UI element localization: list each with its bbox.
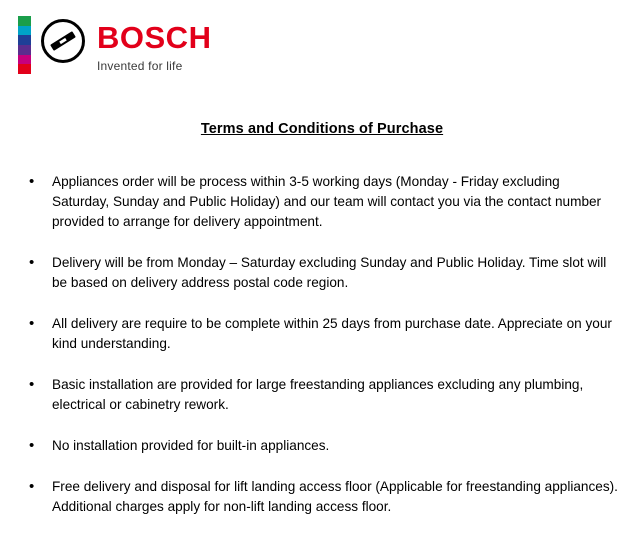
page-title: Terms and Conditions of Purchase: [200, 121, 444, 137]
brand-wordmark: [97, 16, 211, 73]
color-bar-green: [18, 16, 31, 26]
bullet-icon: •: [29, 376, 35, 393]
list-item: [24, 477, 620, 517]
list-item-text: Basic installation are provided for large freestanding appliances excluding any plumbing, electrical or cabinetry rework.: [52, 377, 584, 412]
bullet-icon: •: [29, 437, 35, 454]
list-item-text: Free delivery and disposal for lift landing access floor (Applicable for freestanding appliances). Additional charges apply for non-lift landing access floor.: [52, 479, 618, 514]
brand-header: [18, 16, 211, 74]
bullet-icon: •: [29, 315, 35, 332]
color-bar-teal: [18, 26, 31, 36]
list-item: [24, 314, 620, 354]
list-item: [24, 436, 620, 456]
list-item-text: All delivery are require to be complete within 25 days from purchase date. Appreciate on your kind understanding.: [52, 316, 612, 351]
bullet-icon: •: [29, 173, 35, 190]
list-item: [24, 375, 620, 415]
list-item-text: Appliances order will be process within 3-5 working days (Monday - Friday excluding Saturday, Sunday and Public Holiday) and our team will contact you via the contact number provided to arrange for delivery appointment.: [52, 174, 602, 229]
bullet-icon: •: [29, 478, 35, 495]
color-bar-red: [18, 64, 31, 74]
color-bar-blue: [18, 35, 31, 45]
brand-name: BOSCH: [97, 20, 212, 55]
list-item-text: No installation provided for built-in appliances.: [52, 438, 330, 453]
color-bar-purple: [18, 45, 31, 55]
terms-list: [24, 172, 620, 538]
bosch-anchor-icon: [41, 19, 85, 63]
list-item: [24, 253, 620, 293]
bosch-color-bars-icon: [18, 16, 31, 74]
list-item-text: Delivery will be from Monday – Saturday excluding Sunday and Public Holiday. Time slot will be based on delivery address postal code region.: [52, 255, 607, 290]
brand-tagline: Invented for life: [97, 59, 183, 73]
bullet-icon: •: [29, 254, 35, 271]
color-bar-magenta: [18, 55, 31, 65]
list-item: [24, 172, 620, 232]
